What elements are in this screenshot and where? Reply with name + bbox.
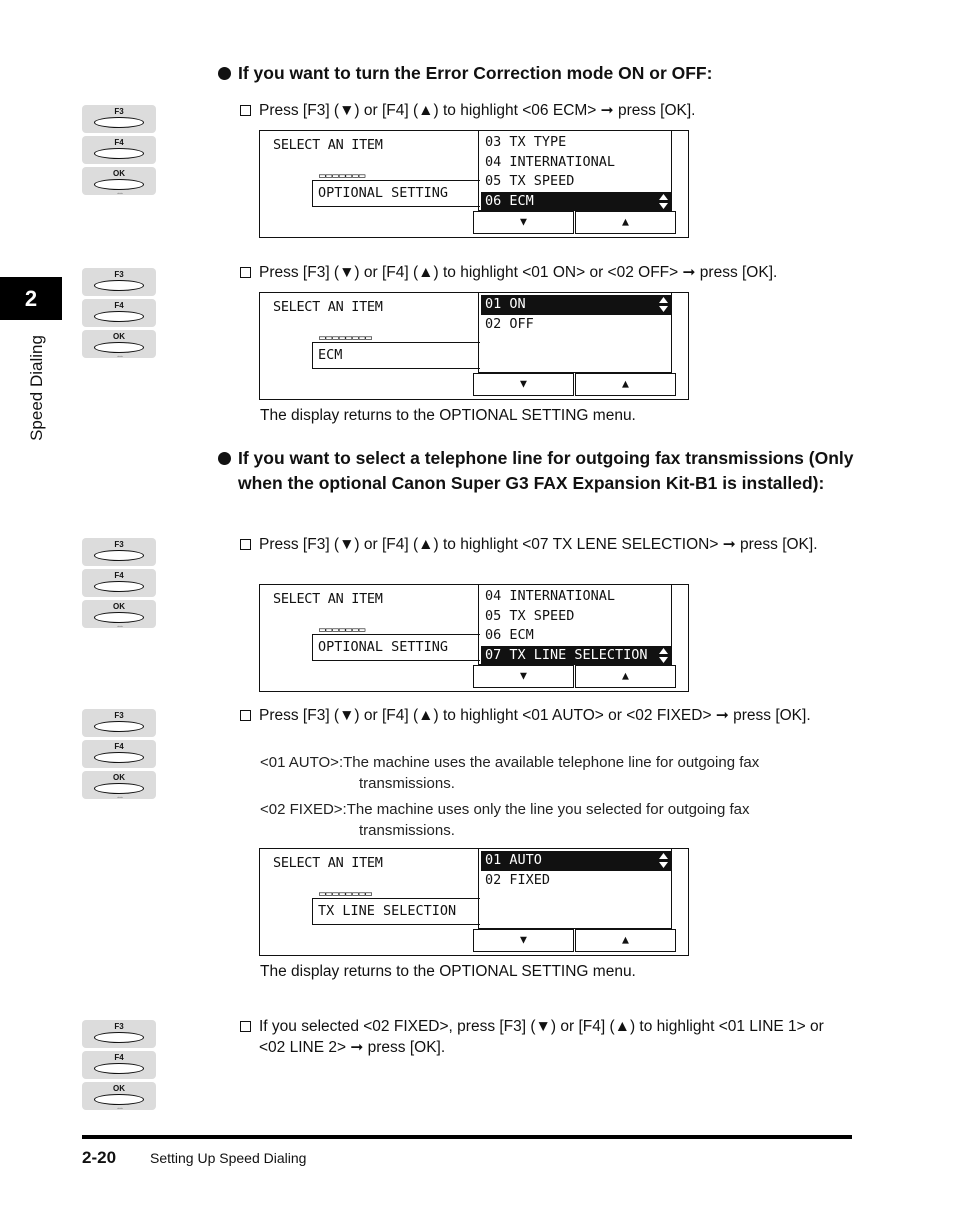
footer-rule xyxy=(82,1135,852,1139)
up-arrow-icon: ▲ xyxy=(622,217,629,227)
step-5: If you selected <02 FIXED>, press [F3] (▼) or [F4] (▲) to highlight <01 LINE 1> or <02 LINE 2> ➞ press [OK]. xyxy=(240,1016,850,1058)
lcd-list-item xyxy=(481,910,671,930)
checkbox-icon xyxy=(240,710,251,721)
down-arrow-icon: ▼ xyxy=(520,671,527,681)
lcd-list-item xyxy=(481,890,671,910)
chapter-label: Speed Dialing xyxy=(27,335,46,441)
scroll-updown-icon xyxy=(659,297,668,312)
key-panel xyxy=(82,709,156,799)
scroll-updown-icon xyxy=(659,648,668,663)
step-4: Press [F3] (▼) or [F4] (▲) to highlight <01 AUTO> or <02 FIXED> ➞ press [OK]. xyxy=(240,705,850,726)
lcd-list-item: 05 TX SPEED xyxy=(485,607,575,624)
key-panel xyxy=(82,268,156,358)
scroll-updown-icon xyxy=(659,853,668,868)
f3-key: F3 xyxy=(82,268,156,296)
f4-key: F4 xyxy=(82,1051,156,1079)
lcd-list xyxy=(478,293,672,373)
down-arrow-icon: ▼ xyxy=(520,379,527,389)
lcd-list xyxy=(478,849,672,929)
lcd-list-item-selected: 07 TX LINE SELECTION xyxy=(481,646,671,666)
lcd-list-item: 04 INTERNATIONAL xyxy=(485,153,616,170)
lcd-field: ECM xyxy=(312,342,480,369)
checkbox-icon xyxy=(240,539,251,550)
lcd-list-item: 06 ECM xyxy=(485,627,534,643)
chapter-number: 2 xyxy=(24,286,38,311)
ok-key: OK ◦◦◦ xyxy=(82,1082,156,1110)
lcd-list-item-selected: 06 ECM xyxy=(481,192,671,212)
lcd-title: SELECT AN ITEM xyxy=(273,591,383,607)
display-returns-note: The display returns to the OPTIONAL SETTING menu. xyxy=(260,963,636,980)
lcd-dashes: ▭▭▭▭▭▭▭▭ xyxy=(319,331,372,344)
lcd-list-item: 04 INTERNATIONAL xyxy=(485,588,616,604)
key-panel xyxy=(82,538,156,628)
bullet-icon xyxy=(218,67,231,80)
step-1: Press [F3] (▼) or [F4] (▲) to highlight <06 ECM> ➞ press [OK]. xyxy=(240,100,850,121)
display-returns-note: The display returns to the OPTIONAL SETTING menu. xyxy=(260,407,636,424)
f3-key: F3 xyxy=(82,1020,156,1048)
step-3: Press [F3] (▼) or [F4] (▲) to highlight <07 TX LENE SELECTION> ➞ press [OK]. xyxy=(240,534,850,555)
lcd-list-item: 03 TX TYPE xyxy=(485,134,567,150)
option-description-auto: <01 AUTO>:The machine uses the available telephone line for outgoing fax transmissions. xyxy=(260,754,760,792)
f3-key: F3 xyxy=(82,538,156,566)
lcd-down-button xyxy=(473,665,574,688)
lcd-dashes: ▭▭▭▭▭▭▭▭ xyxy=(319,887,372,900)
lcd-list xyxy=(478,585,672,665)
lcd-list-item: 02 OFF xyxy=(485,315,534,332)
up-arrow-icon: ▲ xyxy=(622,379,629,389)
ok-key: OK ◦◦◦ xyxy=(82,167,156,195)
lcd-down-button xyxy=(473,211,574,234)
lcd-list xyxy=(478,131,672,211)
lcd-dashes: ▭▭▭▭▭▭▭ xyxy=(319,169,366,182)
lcd-list-item xyxy=(481,354,671,374)
lcd-up-button xyxy=(575,373,676,396)
f3-key: F3 xyxy=(82,709,156,737)
page-number: 2-20 xyxy=(82,1148,117,1167)
checkbox-icon xyxy=(240,1021,251,1032)
checkbox-icon xyxy=(240,267,251,278)
ok-key: OK ◦◦◦ xyxy=(82,600,156,628)
lcd-up-button xyxy=(575,211,676,234)
lcd-up-button xyxy=(575,929,676,952)
lcd-display-4 xyxy=(259,848,689,956)
section-heading-ecm: If you want to turn the Error Correction mode ON or OFF: xyxy=(218,61,712,86)
lcd-list-item-selected: 01 ON xyxy=(481,295,671,315)
lcd-title: SELECT AN ITEM xyxy=(273,299,383,315)
lcd-field: OPTIONAL SETTING xyxy=(312,634,480,661)
lcd-display-2 xyxy=(259,292,689,400)
f4-key: F4 xyxy=(82,569,156,597)
lcd-title: SELECT AN ITEM xyxy=(273,855,383,871)
lcd-display-3 xyxy=(259,584,689,692)
lcd-list-item-selected: 01 AUTO xyxy=(481,851,671,871)
lcd-down-button xyxy=(473,929,574,952)
section-heading-tx-line: If you want to select a telephone line for outgoing fax transmissions (Only when the optional Canon Super G3 FAX Expansion Kit-B1 is installed): xyxy=(218,446,858,496)
key-panel xyxy=(82,105,156,195)
lcd-display-1 xyxy=(259,130,689,238)
scroll-updown-icon xyxy=(659,194,668,209)
chapter-tab xyxy=(0,277,62,320)
lcd-list-item: 02 FIXED xyxy=(485,871,551,888)
lcd-dashes: ▭▭▭▭▭▭▭ xyxy=(319,623,366,636)
down-arrow-icon: ▼ xyxy=(520,935,527,945)
lcd-up-button xyxy=(575,665,676,688)
bullet-icon xyxy=(218,452,231,465)
lcd-field: OPTIONAL SETTING xyxy=(312,180,480,207)
ok-key: OK ◦◦◦ xyxy=(82,771,156,799)
ok-key: OK ◦◦◦ xyxy=(82,330,156,358)
up-arrow-icon: ▲ xyxy=(622,935,629,945)
down-arrow-icon: ▼ xyxy=(520,217,527,227)
lcd-title: SELECT AN ITEM xyxy=(273,137,383,153)
f4-key: F4 xyxy=(82,299,156,327)
f3-key: F3 xyxy=(82,105,156,133)
option-description-fixed: <02 FIXED>:The machine uses only the line you selected for outgoing fax transmissions. xyxy=(260,801,750,839)
f4-key: F4 xyxy=(82,740,156,768)
f4-key: F4 xyxy=(82,136,156,164)
lcd-field: TX LINE SELECTION xyxy=(312,898,480,925)
footer-title: Setting Up Speed Dialing xyxy=(150,1150,307,1166)
key-panel xyxy=(82,1020,156,1110)
step-2: Press [F3] (▼) or [F4] (▲) to highlight <01 ON> or <02 OFF> ➞ press [OK]. xyxy=(240,262,850,283)
lcd-down-button xyxy=(473,373,574,396)
up-arrow-icon: ▲ xyxy=(622,671,629,681)
lcd-list-item: 05 TX SPEED xyxy=(485,173,575,189)
lcd-list-item xyxy=(481,334,671,354)
checkbox-icon xyxy=(240,105,251,116)
